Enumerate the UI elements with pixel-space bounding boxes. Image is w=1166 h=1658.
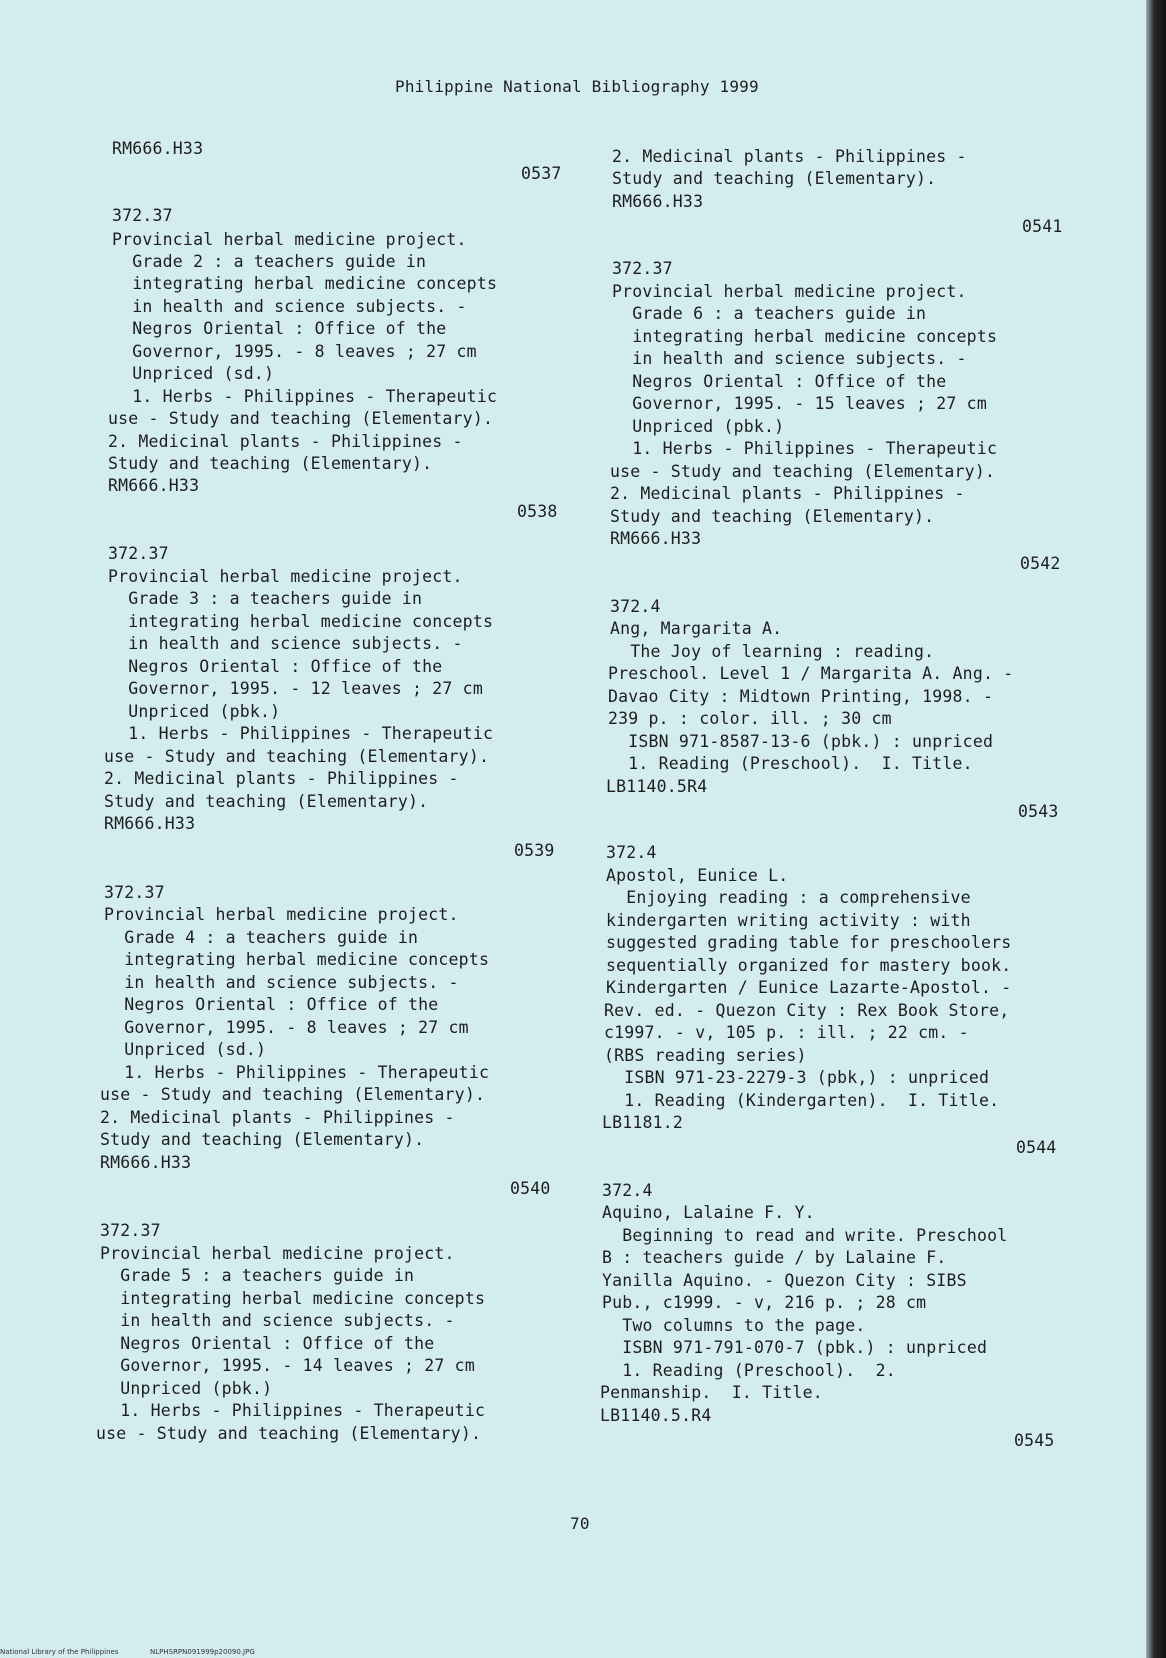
entry-line: Unpriced (pbk.) bbox=[612, 417, 785, 436]
entry-line: 1. Herbs - Philippines - Therapeutic bbox=[112, 387, 498, 406]
entry-line: Grade 2 : a teachers guide in bbox=[112, 252, 427, 271]
entry-line: Unpriced (sd.) bbox=[104, 1040, 267, 1059]
page-header: Philippine National Bibliography 1999 bbox=[395, 77, 759, 96]
entry-line: Study and teaching (Elementary). bbox=[612, 169, 937, 188]
entry-number: 0539 bbox=[514, 841, 555, 860]
entry-line: LB1181.2 bbox=[602, 1113, 684, 1132]
entry-line: LB1140.5R4 bbox=[606, 777, 708, 796]
entry-number: 0541 bbox=[1022, 217, 1063, 236]
footer-library: National Library of the Philippines bbox=[0, 1648, 119, 1656]
entry-line: Study and teaching (Elementary). bbox=[108, 454, 433, 473]
entry-line: 2. Medicinal plants - Philippines - bbox=[612, 147, 967, 166]
entry-line: Unpriced (pbk.) bbox=[100, 1379, 273, 1398]
entry-line: 2. Medicinal plants - Philippines - bbox=[104, 769, 459, 788]
entry-line: 1. Herbs - Philippines - Therapeutic bbox=[108, 724, 494, 743]
entry-line: Beginning to read and write. Preschool bbox=[602, 1226, 1008, 1245]
class-number: 372.4 bbox=[610, 597, 661, 616]
entry-line: Negros Oriental : Office of the bbox=[108, 657, 443, 676]
entry-line: Yanilla Aquino. - Quezon City : SIBS bbox=[602, 1271, 967, 1290]
entry-line: use - Study and teaching (Elementary). bbox=[610, 462, 996, 481]
entry-line: in health and science subjects. - bbox=[104, 973, 459, 992]
entry-line: Provincial herbal medicine project. bbox=[108, 567, 463, 586]
entry-line: Governor, 1995. - 8 leaves ; 27 cm bbox=[112, 342, 477, 361]
entry-line: Davao City : Midtown Printing, 1998. - bbox=[608, 687, 994, 706]
entry-line: 1. Herbs - Philippines - Therapeutic bbox=[100, 1401, 486, 1420]
entry-line: Aquino, Lalaine F. Y. bbox=[602, 1203, 815, 1222]
entry-line: integrating herbal medicine concepts bbox=[112, 274, 498, 293]
entry-line: 1. Herbs - Philippines - Therapeutic bbox=[612, 439, 998, 458]
entry-line: use - Study and teaching (Elementary). bbox=[104, 747, 490, 766]
entry-line: Two columns to the page. bbox=[602, 1316, 866, 1335]
entry-line: LB1140.5.R4 bbox=[600, 1406, 712, 1425]
page-edge-shadow bbox=[1146, 0, 1166, 1658]
entry-line: Provincial herbal medicine project. bbox=[104, 905, 459, 924]
entry-line: Kindergarten / Eunice Lazarte-Apostol. - bbox=[606, 978, 1012, 997]
entry-number: 0538 bbox=[517, 502, 558, 521]
entry-line: Study and teaching (Elementary). bbox=[610, 507, 935, 526]
class-number: 372.37 bbox=[108, 544, 169, 563]
entry-line: RM666.H33 bbox=[610, 529, 702, 548]
entry-line: B : teachers guide / by Lalaine F. bbox=[602, 1248, 947, 1267]
entry-line: Pub., c1999. - v, 216 p. ; 28 cm bbox=[602, 1293, 927, 1312]
entry-line: 1. Reading (Preschool). 2. bbox=[602, 1361, 896, 1380]
entry-line: Governor, 1995. - 12 leaves ; 27 cm bbox=[108, 679, 483, 698]
entry-line: suggested grading table for preschoolers bbox=[606, 933, 1012, 952]
entry-line: Negros Oriental : Office of the bbox=[100, 1334, 435, 1353]
entry-line: Rev. ed. - Quezon City : Rex Book Store, bbox=[604, 1001, 1010, 1020]
entry-line: The Joy of learning : reading. bbox=[610, 642, 935, 661]
entry-line: Enjoying reading : a comprehensive bbox=[606, 888, 971, 907]
entry-line: RM666.H33 bbox=[612, 192, 704, 211]
entry-line: Governor, 1995. - 8 leaves ; 27 cm bbox=[104, 1018, 469, 1037]
class-number: 372.37 bbox=[104, 883, 165, 902]
entry-line: Governor, 1995. - 14 leaves ; 27 cm bbox=[100, 1356, 475, 1375]
entry-line: in health and science subjects. - bbox=[612, 349, 967, 368]
entry-line: Grade 3 : a teachers guide in bbox=[108, 589, 423, 608]
entry-number: 0537 bbox=[521, 164, 562, 183]
entry-line: integrating herbal medicine concepts bbox=[612, 327, 998, 346]
entry-line: Unpriced (sd.) bbox=[112, 364, 275, 383]
page-number: 70 bbox=[570, 1514, 590, 1533]
entry-line: Study and teaching (Elementary). bbox=[100, 1130, 425, 1149]
class-number: 372.4 bbox=[606, 843, 657, 862]
entry-number: 0544 bbox=[1016, 1138, 1057, 1157]
entry-line: Unpriced (pbk.) bbox=[108, 702, 281, 721]
entry-number: 0545 bbox=[1014, 1431, 1055, 1450]
entry-line: Study and teaching (Elementary). bbox=[104, 792, 429, 811]
entry-line: in health and science subjects. - bbox=[100, 1311, 455, 1330]
entry-line: Negros Oriental : Office of the bbox=[612, 372, 947, 391]
entry-number: 0543 bbox=[1018, 802, 1059, 821]
entry-line: ISBN 971-8587-13-6 (pbk.) : unpriced bbox=[608, 732, 994, 751]
entry-number: 0540 bbox=[510, 1179, 551, 1198]
entry-line: 2. Medicinal plants - Philippines - bbox=[610, 484, 965, 503]
entry-line: integrating herbal medicine concepts bbox=[104, 950, 490, 969]
entry-line: ISBN 971-23-2279-3 (pbk,) : unpriced bbox=[604, 1068, 990, 1087]
entry-line: RM666.H33 bbox=[104, 814, 196, 833]
entry-line: 1. Herbs - Philippines - Therapeutic bbox=[104, 1063, 490, 1082]
entry-line: use - Study and teaching (Elementary). bbox=[96, 1424, 482, 1443]
entry-line: in health and science subjects. - bbox=[108, 634, 463, 653]
entry-line: sequentially organized for mastery book. bbox=[606, 956, 1012, 975]
footer-filename: NLPHSRPN091999p20090.JPG bbox=[150, 1648, 255, 1656]
entry-line: Grade 5 : a teachers guide in bbox=[100, 1266, 415, 1285]
entry-line: RM666.H33 bbox=[100, 1153, 192, 1172]
class-number: 372.37 bbox=[100, 1221, 161, 1240]
entry-line: RM666.H33 bbox=[108, 476, 200, 495]
entry-line: 2. Medicinal plants - Philippines - bbox=[100, 1108, 455, 1127]
entry-line: c1997. - v, 105 p. : ill. ; 22 cm. - bbox=[604, 1023, 969, 1042]
entry-line: Provincial herbal medicine project. bbox=[112, 230, 467, 249]
entry-line: integrating herbal medicine concepts bbox=[108, 612, 494, 631]
entry-line: integrating herbal medicine concepts bbox=[100, 1289, 486, 1308]
entry-line: use - Study and teaching (Elementary). bbox=[100, 1085, 486, 1104]
entry-line: 239 p. : color. ill. ; 30 cm bbox=[608, 709, 892, 728]
classmark: RM666.H33 bbox=[112, 139, 204, 158]
entry-line: (RBS reading series) bbox=[604, 1046, 807, 1065]
entry-line: use - Study and teaching (Elementary). bbox=[108, 409, 494, 428]
entry-line: ISBN 971-791-070-7 (pbk.) : unpriced bbox=[602, 1338, 988, 1357]
class-number: 372.37 bbox=[612, 259, 673, 278]
entry-line: Apostol, Eunice L. bbox=[606, 866, 789, 885]
entry-line: Governor, 1995. - 15 leaves ; 27 cm bbox=[612, 394, 987, 413]
entry-line: Provincial herbal medicine project. bbox=[612, 282, 967, 301]
class-number: 372.37 bbox=[112, 206, 173, 225]
entry-line: Provincial herbal medicine project. bbox=[100, 1244, 455, 1263]
entry-line: Preschool. Level 1 / Margarita A. Ang. - bbox=[608, 664, 1014, 683]
entry-line: Ang, Margarita A. bbox=[610, 619, 783, 638]
entry-line: in health and science subjects. - bbox=[112, 297, 467, 316]
class-number: 372.4 bbox=[602, 1181, 653, 1200]
entry-line: kindergarten writing activity : with bbox=[606, 911, 971, 930]
entry-line: Grade 4 : a teachers guide in bbox=[104, 928, 419, 947]
entry-line: Negros Oriental : Office of the bbox=[112, 319, 447, 338]
entry-number: 0542 bbox=[1020, 554, 1061, 573]
entry-line: Negros Oriental : Office of the bbox=[104, 995, 439, 1014]
entry-line: 2. Medicinal plants - Philippines - bbox=[108, 432, 463, 451]
entry-line: Penmanship. I. Title. bbox=[600, 1383, 823, 1402]
entry-line: Grade 6 : a teachers guide in bbox=[612, 304, 927, 323]
entry-line: 1. Reading (Kindergarten). I. Title. bbox=[604, 1091, 1000, 1110]
entry-line: 1. Reading (Preschool). I. Title. bbox=[608, 754, 973, 773]
